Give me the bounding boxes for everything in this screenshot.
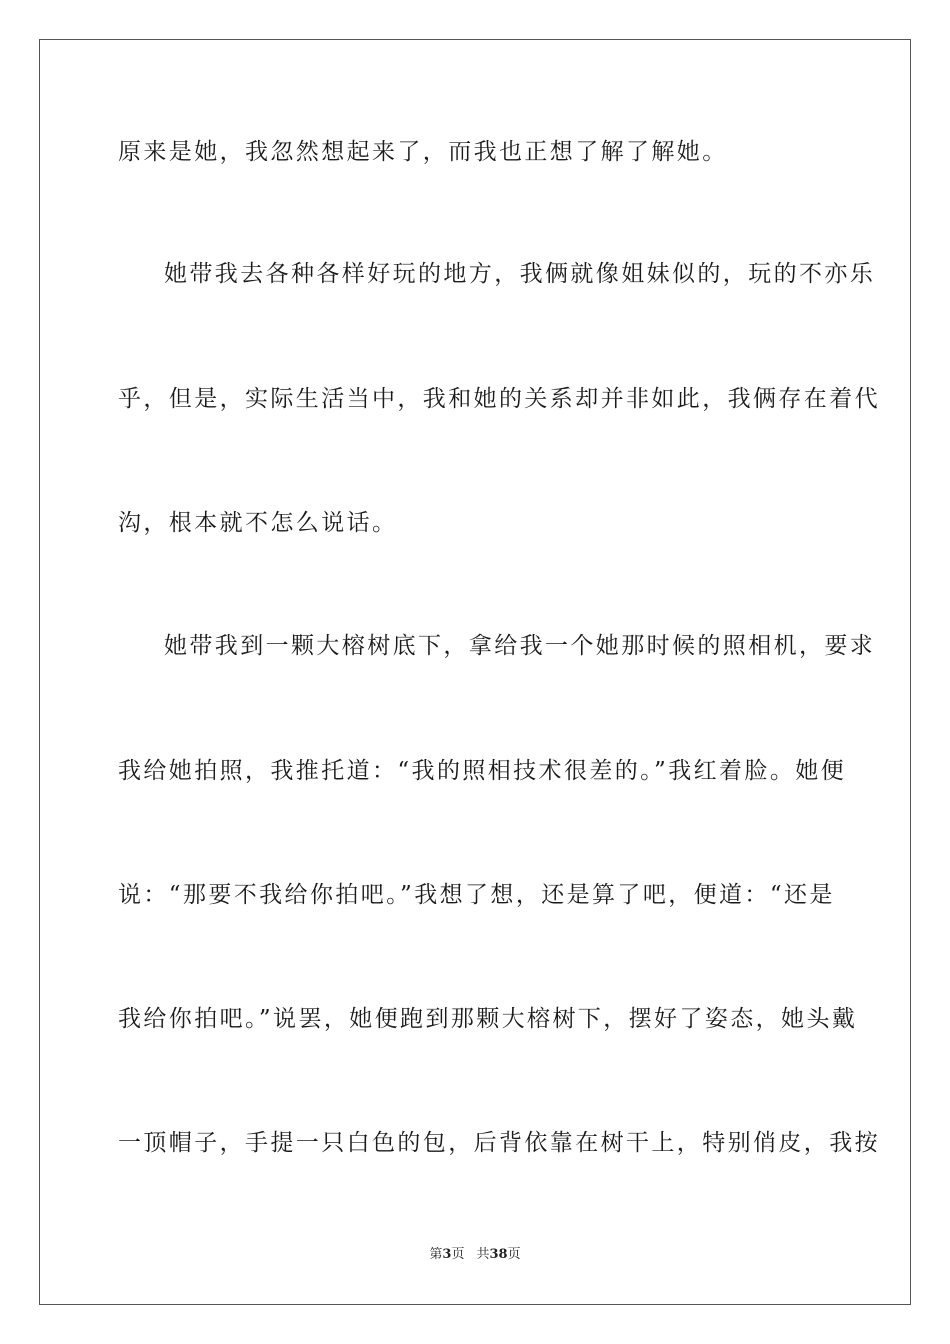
text-line: 原来是她，我忽然想起来了，而我也正想了解了解她。	[118, 139, 728, 165]
total-page-count: 38	[489, 1247, 508, 1262]
text-line: 乎，但是，实际生活当中，我和她的关系却并非如此，我俩存在着代	[118, 386, 880, 412]
total-prefix: 共	[476, 1247, 490, 1262]
current-page-number: 3	[442, 1247, 452, 1262]
text-line: 我给你拍吧。”说罢，她便跑到那颗大榕树下，摆好了姿态，她头戴	[118, 1006, 858, 1032]
text-line: 她带我到一颗大榕树底下，拿给我一个她那时候的照相机，要求	[164, 633, 876, 659]
text-line: 一顶帽子，手提一只白色的包，后背依靠在树干上，特别俏皮，我按	[118, 1130, 880, 1156]
page-border	[39, 39, 911, 1305]
text-line: 她带我去各种各样好玩的地方，我俩就像姐妹似的，玩的不亦乐	[164, 261, 876, 287]
page-prefix: 第	[429, 1247, 443, 1262]
page-suffix: 页	[451, 1247, 465, 1262]
text-line: 我给她拍照，我推托道：“我的照相技术很差的。”我红着脸。她便	[118, 758, 847, 784]
total-suffix: 页	[507, 1247, 521, 1262]
text-line: 沟，根本就不怎么说话。	[118, 510, 398, 536]
text-line: 说：“那要不我给你拍吧。”我想了想，还是算了吧，便道：“还是	[118, 882, 835, 908]
page-footer	[0, 1246, 950, 1264]
